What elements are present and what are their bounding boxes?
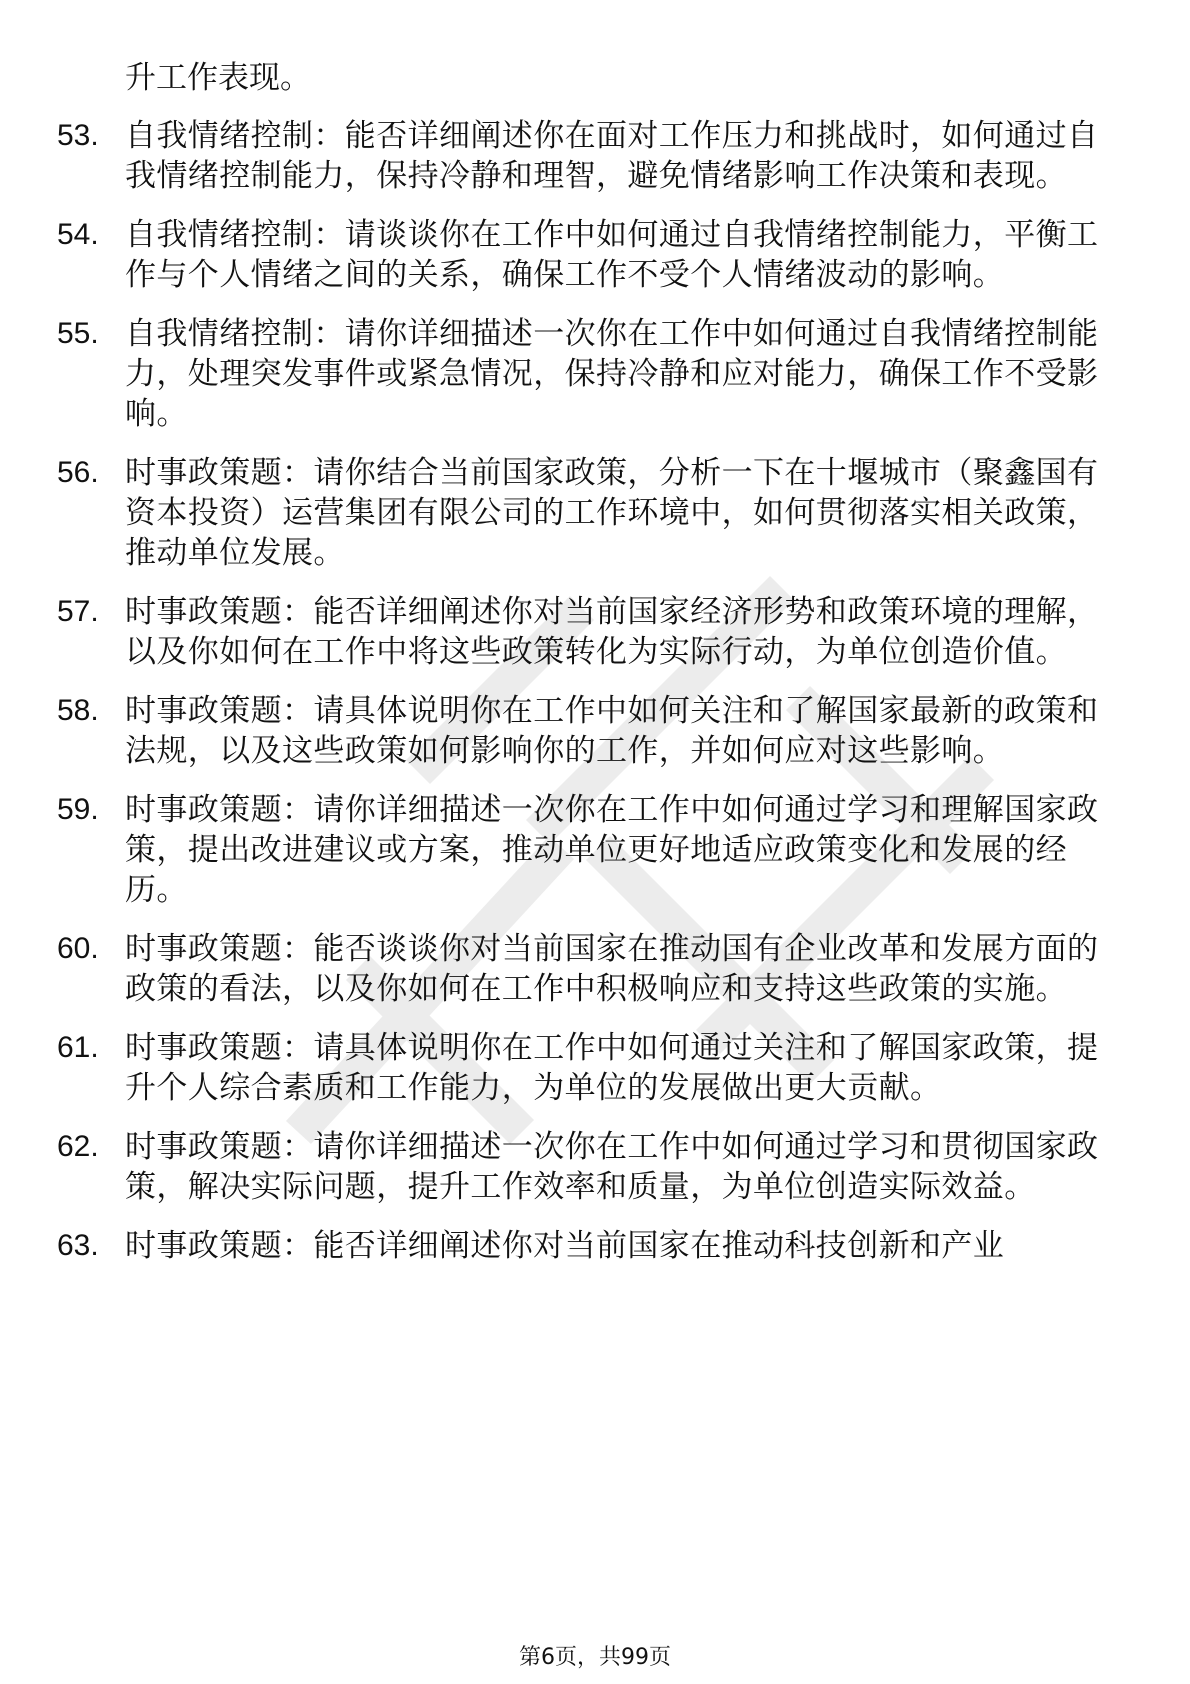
item-text: 时事政策题：请具体说明你在工作中如何关注和了解国家最新的政策和法规，以及这些政策如何影响你的工作，并如何应对这些影响。 [125, 693, 1099, 769]
item-text: 自我情绪控制：请谈谈你在工作中如何通过自我情绪控制能力，平衡工作与个人情绪之间的关系，确保工作不受个人情绪波动的影响。 [125, 217, 1099, 293]
page-footer: 第6页，共99页 [519, 1645, 671, 1670]
item-text: 时事政策题：能否详细阐述你对当前国家经济形势和政策环境的理解，以及你如何在工作中将这些政策转化为实际行动，为单位创造价值。 [125, 594, 1099, 670]
list-item [57, 1226, 1127, 1266]
item-text: 时事政策题：请你详细描述一次你在工作中如何通过学习和贯彻国家政策，解决实际问题，提升工作效率和质量，为单位创造实际效益。 [125, 1129, 1099, 1205]
item-number: 59. [57, 793, 99, 826]
list-item [57, 116, 1127, 196]
item-number: 53. [57, 119, 99, 152]
item-number: 55. [57, 317, 99, 350]
list-item [57, 215, 1127, 295]
list-item [57, 790, 1127, 910]
item-text: 时事政策题：请具体说明你在工作中如何通过关注和了解国家政策，提升个人综合素质和工作能力，为单位的发展做出更大贡献。 [125, 1030, 1099, 1106]
item-text: 自我情绪控制：请你详细描述一次你在工作中如何通过自我情绪控制能力，处理突发事件或紧急情况，保持冷静和应对能力，确保工作不受影响。 [125, 316, 1099, 432]
list-item [57, 592, 1127, 672]
item-number: 57. [57, 595, 99, 628]
item-number: 61. [57, 1031, 99, 1064]
item-text: 时事政策题：请你详细描述一次你在工作中如何通过学习和理解国家政策，提出改进建议或方案，推动单位更好地适应政策变化和发展的经历。 [125, 792, 1099, 908]
item-text: 时事政策题：能否详细阐述你对当前国家在推动科技创新和产业 [125, 1228, 1005, 1264]
item-number: 58. [57, 694, 99, 727]
list-item [57, 691, 1127, 771]
list-item [57, 1028, 1127, 1108]
item-text: 自我情绪控制：能否详细阐述你在面对工作压力和挑战时，如何通过自我情绪控制能力，保持冷静和理智，避免情绪影响工作决策和表现。 [125, 118, 1099, 194]
item-number: 56. [57, 456, 99, 489]
item-number: 63. [57, 1229, 99, 1262]
continued-text: 升工作表现。 [125, 60, 311, 96]
item-text: 时事政策题：请你结合当前国家政策，分析一下在十堰城市（聚鑫国有资本投资）运营集团有限公司的工作环境中，如何贯彻落实相关政策，推动单位发展。 [125, 455, 1099, 571]
item-number: 54. [57, 218, 99, 251]
question-list [57, 58, 1127, 1285]
item-number: 62. [57, 1130, 99, 1163]
list-item [57, 453, 1127, 573]
item-number: 60. [57, 932, 99, 965]
list-item [57, 1127, 1127, 1207]
list-item [57, 314, 1127, 434]
list-item [57, 929, 1127, 1009]
item-text: 时事政策题：能否谈谈你对当前国家在推动国有企业改革和发展方面的政策的看法，以及你如何在工作中积极响应和支持这些政策的实施。 [125, 931, 1099, 1007]
